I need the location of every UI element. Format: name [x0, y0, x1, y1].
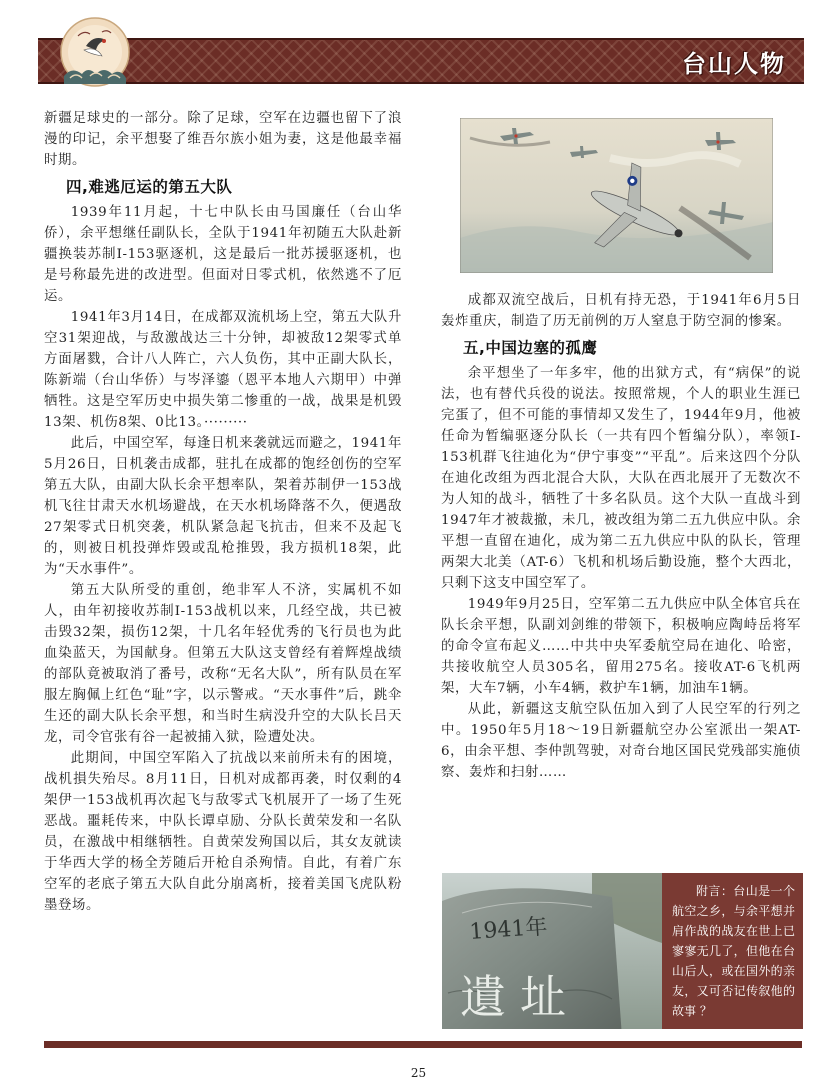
paragraph: 1941年3月14日，在成都双流机场上空，第五大队升空31架迎战，与敌激战达三十分钟，却被敌12架零式单方面屠戮，合计八人阵亡，六人负伤，其中正副大队长，陈新端（台山华侨）与岑泽鎏（恩平本地人六期甲）中弹牺牲。这是空军历史中损失第二惨重的一战，战果是机毁13架、机伤8架、0比13。·········	[44, 310, 402, 430]
left-column	[44, 108, 402, 916]
author-note-text: 附言：台山是一个航空之乡，与余平想并肩作战的战友在世上已寥寥无几了，但他在台山后人，或在国外的亲友，又可否记传叙他的故事 ？	[672, 884, 795, 1018]
footer-rule	[44, 1041, 802, 1048]
section-title: 台山人物	[682, 50, 786, 78]
carved-year-text: 1941年	[468, 914, 549, 945]
section-4-heading: 四,难逃厄运的第五大队	[66, 178, 233, 196]
header-banner	[38, 38, 804, 84]
paragraph: 此后，中国空军，每逢日机来袭就远而避之，1941年5月26日，日机袭击成都，驻扎在成都的饱经创伤的空军第五大队，由副大队长余平想率队，架着苏制伊一153战机飞往甘肃天水机场避战，在天水机场降落不久，便遇敌27架零式日机突袭，机队紧急起飞抗击，但来不及起飞的，则被日机投弹炸毁或乱枪推毁，我方损机18架，此为“天水事件”。	[44, 436, 402, 577]
photo-caption: 成都双流空战后，日机有持无恐，于1941年6月5日轰炸重庆，制造了历无前例的万人窒息于防空洞的惨案。	[441, 293, 801, 329]
carved-characters: 遺址	[460, 970, 580, 1024]
crane-emblem-icon	[56, 16, 134, 94]
paragraph: 余平想坐了一年多牢，他的出狱方式，有“病保”的说法，也有替代兵役的说法。按照常规，个人的职业生涯已完蛋了，但不可能的事情却又发生了，1944年9月，他被任命为暂编驱逐分队长（一共有四个暂编分队），率领I-153机群飞往迪化为“伊宁事变”“平乱”。后来这四个分队在迪化改组为西北混合大队，大队在西北展开了无数次不为人知的战斗，牺牲了十多名队员。这个大队一直战斗到1947年才被裁撤，未几，被改组为第二五九供应中队。余平想一直留在迪化，成为第二五九供应中队的队长，管理两架大北美（AT-6）飞机和机场后勤设施，整个大西北，只剩下这支中国空军了。	[441, 366, 801, 591]
section-5-heading: 五,中国边塞的孤鹰	[463, 339, 598, 357]
intro-paragraph: 新疆足球史的一部分。除了足球，空军在边疆也留下了浪漫的印记，余平想娶了维吾尔族小姐为妻，这是他最幸福时期。	[44, 111, 402, 168]
aircraft-battle-painting	[460, 118, 773, 273]
paragraph: 第五大队所受的重创，绝非军人不济，实属机不如人，由年初接收苏制I-153战机以来，几经空战，共已被击毁32架，损伤12架，十几名年轻优秀的飞行员也为此血染蓝天，为国献身。但第五大队这支曾经有着辉煌战绩的部队竟被取消了番号，改称“无名大队”，所有队员在军服左胸佩上红色“耻”字，以示警戒。“天水事件”后，跳伞生还的副大队长余平想，和当时生病没升空的大队长吕天龙，司令官张有谷一起被捕入狱，险遭处决。	[44, 583, 402, 745]
memorial-stone-photo	[442, 873, 662, 1029]
paragraph: 此期间，中国空军陷入了抗战以来前所未有的困境，战机損失殆尽。8月11日，日机对成都再袭，时仅剩的4架伊一153战机再次起飞与敌零式飞机展开了一场了生死恶战。噩耗传来，中队长谭卓励、分队长黄荣发和一名队员，在激战中相继牺牲。自黄荣发殉国以后，其女友就读于华西大学的杨全芳随后开枪自杀殉情。自此，有着广东空军的老底子第五大队自此分崩离析，接着美国飞虎队粉墨登场。	[44, 751, 402, 913]
right-column	[441, 290, 801, 783]
paragraph: 从此，新疆这支航空队伍加入到了人民空军的行列之中。1950年5月18～19日新疆航空办公室派出一架AT-6，由余平想、李仲凯驾驶，对奇台地区国民党残部实施侦察、轰炸和扫射……	[441, 702, 801, 780]
author-note-box	[662, 873, 803, 1029]
paragraph: 1949年9月25日，空军第二五九供应中队全体官兵在队长余平想，队副刘剑维的带领下，积极响应陶峙岳将军的命令宣布起义……中共中央军委航空局在迪化、哈密，共接收航空人员305名，留用275名。接收AT-6飞机两架，大车7辆，小车4辆，救护车1辆，加油车1辆。	[441, 597, 801, 696]
page-number: 25	[410, 1066, 427, 1080]
paragraph: 1939年11月起，十七中队长由马国廉任（台山华侨），余平想继任副队长，全队于1941年初随五大队赴新疆换装苏制I-153驱逐机，这是最后一批苏援驱逐机，也是号称最先进的改进型。但面对日零式机，依然逃不了厄运。	[44, 205, 402, 304]
